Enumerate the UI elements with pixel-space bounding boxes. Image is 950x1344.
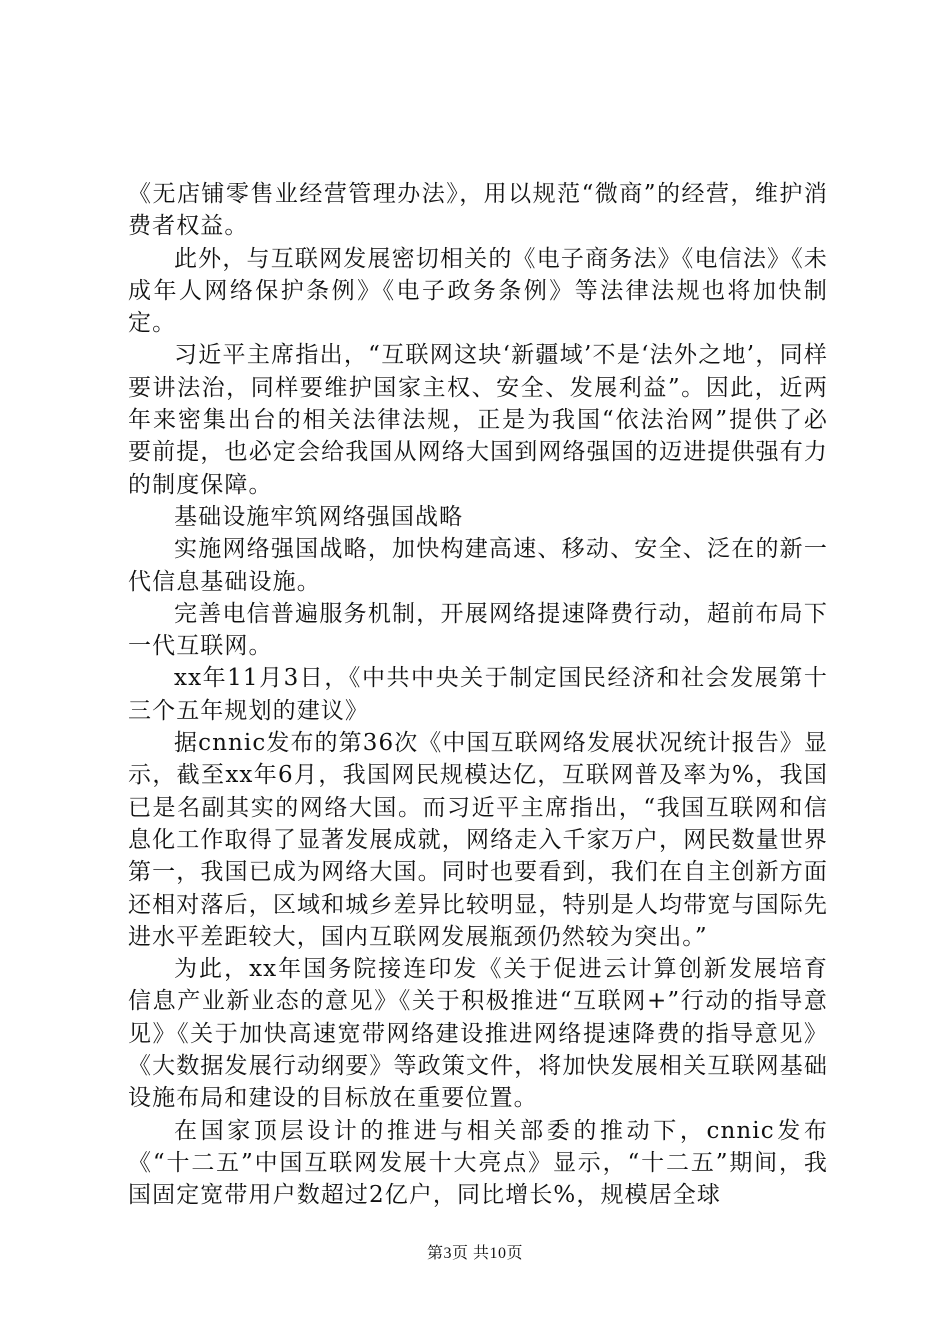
- paragraph-cnnic-report: 据cnnic发布的第36次《中国互联网络发展状况统计报告》显示，截至xx年6月，我国网民规模达亿，互联网普及率为%，我国已是名副其实的网络大国。而习近平主席指出，“我国互联网和信息化工作取得了显著发展成就，网络走入千家万户，网民数量世界第一，我国已成为网络大国。同时也要看到，我们在自主创新方面还相对落后，区域和城乡差异比较明显，特别是人均带宽与国际先进水平差距较大，国内互联网发展瓶颈仍然较为突出。”: [128, 730, 829, 950]
- paragraph-continuation: 《无店铺零售业经营管理办法》，用以规范“微商”的经营，维护消费者权益。: [128, 181, 828, 240]
- paragraph-broadband-highlights: 在国家顶层设计的推进与相关部委的推动下，cnnic发布《“十二五”中国互联网发展十大亮点》显示，“十二五”期间，我国固定宽带用户数超过2亿户，同比增长%，规模居全球: [128, 1117, 828, 1209]
- paragraph-five-year-plan: xx年11月3日，《中共中央关于制定国民经济和社会发展第十三个五年规划的建议》: [128, 665, 828, 724]
- document-body: [128, 178, 828, 1212]
- paragraph-related-laws: 此外，与互联网发展密切相关的《电子商务法》《电信法》《未成年人网络保护条例》《电子政务条例》等法律法规也将加快制定。: [128, 245, 828, 337]
- paragraph-telecom-service: 完善电信普遍服务机制，开展网络提速降费行动，超前布局下一代互联网。: [128, 600, 828, 660]
- paragraph-rule-of-law-quote: 习近平主席指出，“互联网这块‘新疆域’不是‘法外之地’，同样要讲法治，同样要维护国家主权、安全、发展利益”。因此，近两年来密集出台的相关法律法规，正是为我国“依法治网”提供了必要前提，也必定会给我国从网络大国到网络强国的迈进提供强有力的制度保障。: [128, 342, 828, 498]
- paragraph-strategy: 实施网络强国战略，加快构建高速、移动、安全、泛在的新一代信息基础设施。: [128, 536, 828, 595]
- paragraph-state-council-policies: 为此，xx年国务院接连印发《关于促进云计算创新发展培育信息产业新业态的意见》《关于积极推进“互联网+”行动的指导意见》《关于加快高速宽带网络建设推进网络提速降费的指导意见》《大数据发展行动纲要》等政策文件，将加快发展相关互联网基础设施布局和建设的目标放在重要位置。: [128, 956, 828, 1112]
- page-footer: 第3页 共10页: [426, 1245, 523, 1262]
- section-heading: 基础设施牢筑网络强国战略: [174, 503, 464, 530]
